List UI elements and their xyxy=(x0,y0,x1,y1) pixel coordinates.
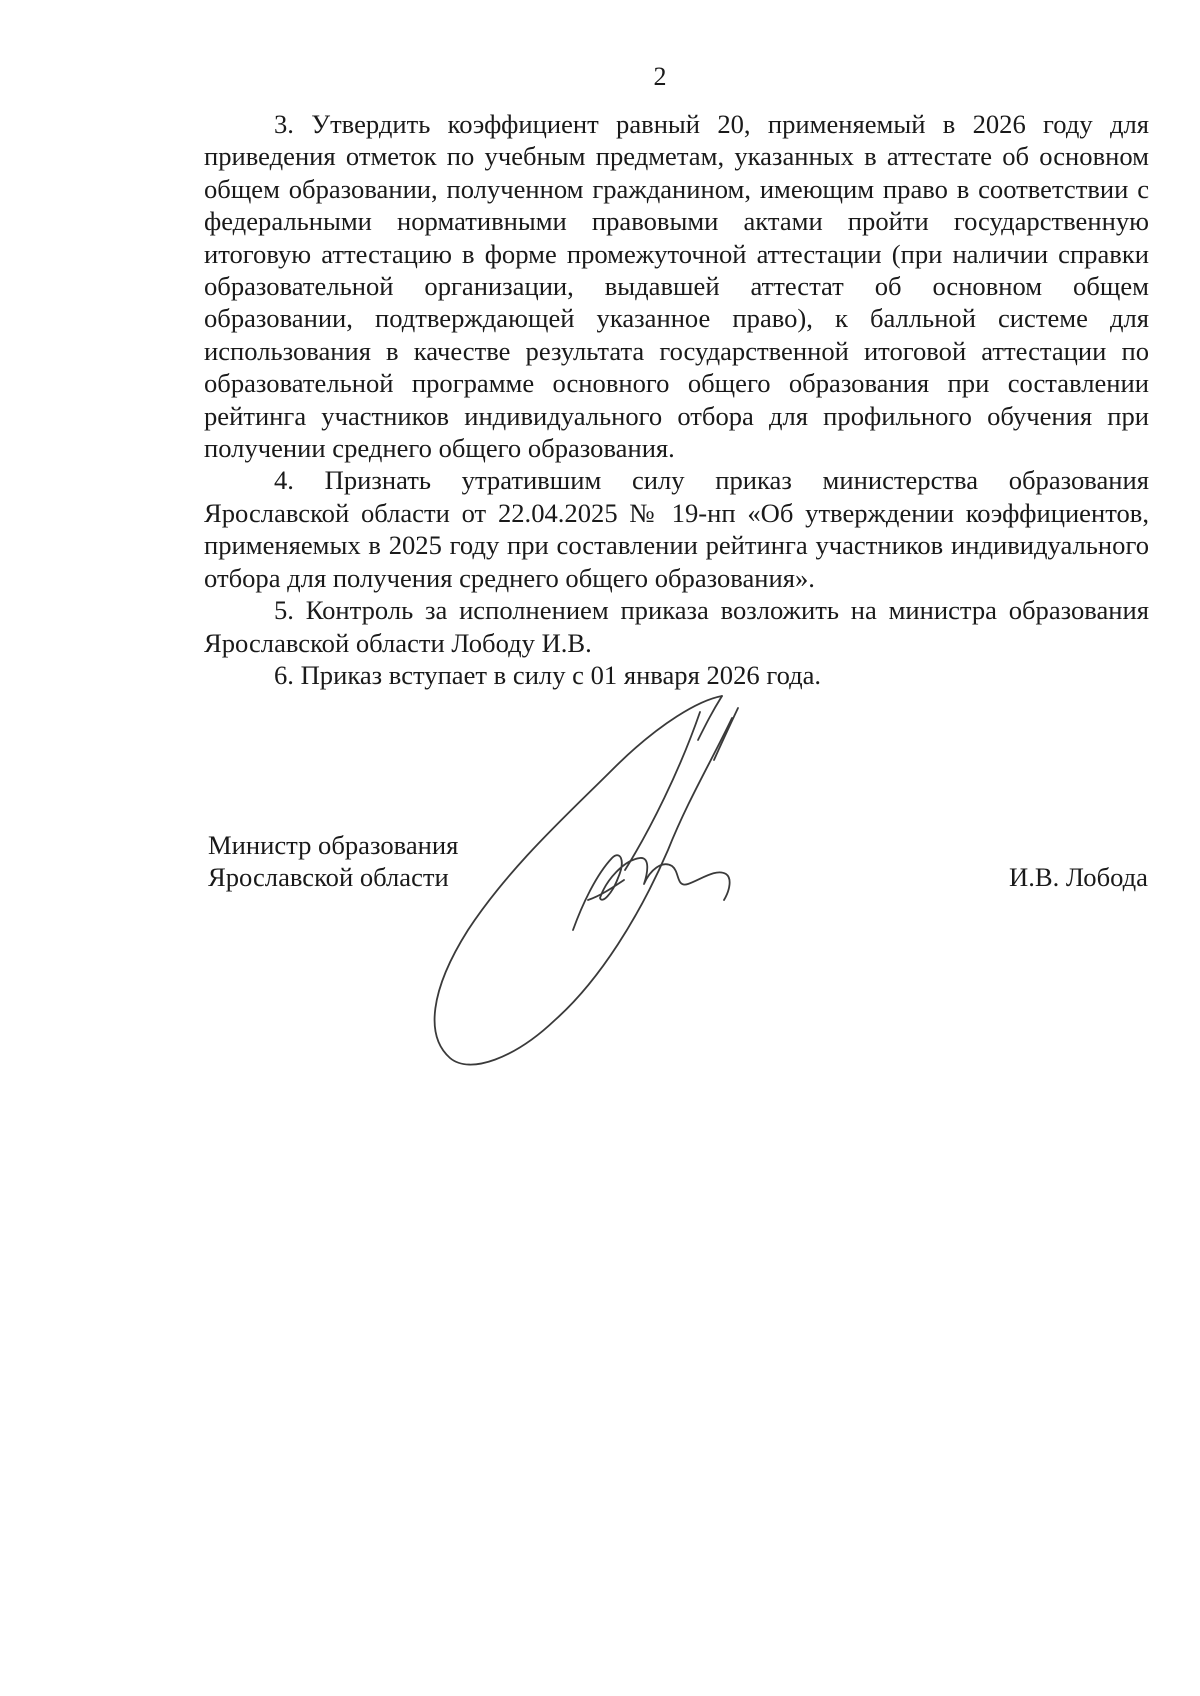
paragraph-item-6: 6. Приказ вступает в силу с 01 января 2026 года. xyxy=(274,659,822,690)
page-number: 2 xyxy=(653,62,667,91)
document-body xyxy=(204,108,1149,691)
paragraph-item-5: 5. Контроль за исполнением приказа возложить на министра образования Ярославской области Лободу И.В. xyxy=(204,595,1149,658)
signatory-position xyxy=(208,829,458,893)
paragraph-item-3: 3. Утвердить коэффициент равный 20, применяемый в 2026 году для приведения отметок по учебным предметам, указанных в аттестате об основном общем образовании, полученном гражданином, имеющим право в соответствии с федеральными нормативными правовыми актами пройти государственную итоговую аттестацию в форме промежуточной аттестации (при наличии справки образовательной организации, выдавшей аттестат об основном общем образовании, подтверждающей указанное право), к балльной системе для использования в качестве результата государственной итоговой аттестации по образовательной программе основного общего образования при составлении рейтинга участников индивидуального отбора для профильного обучения при получении среднего общего образования. xyxy=(204,109,1149,464)
signatory-name: И.В. Лобода xyxy=(1009,862,1148,892)
paragraph-item-4: 4. Признать утратившим силу приказ министерства образования Ярославской области от 22.04.2025 № 19-нп «Об утверждении коэффициентов, применяемых в 2025 году при составлении рейтинга участников индивидуального отбора для получения среднего общего образования». xyxy=(204,465,1149,593)
position-line-2: Ярославской области xyxy=(208,862,449,892)
position-line-1: Министр образования xyxy=(208,830,459,860)
